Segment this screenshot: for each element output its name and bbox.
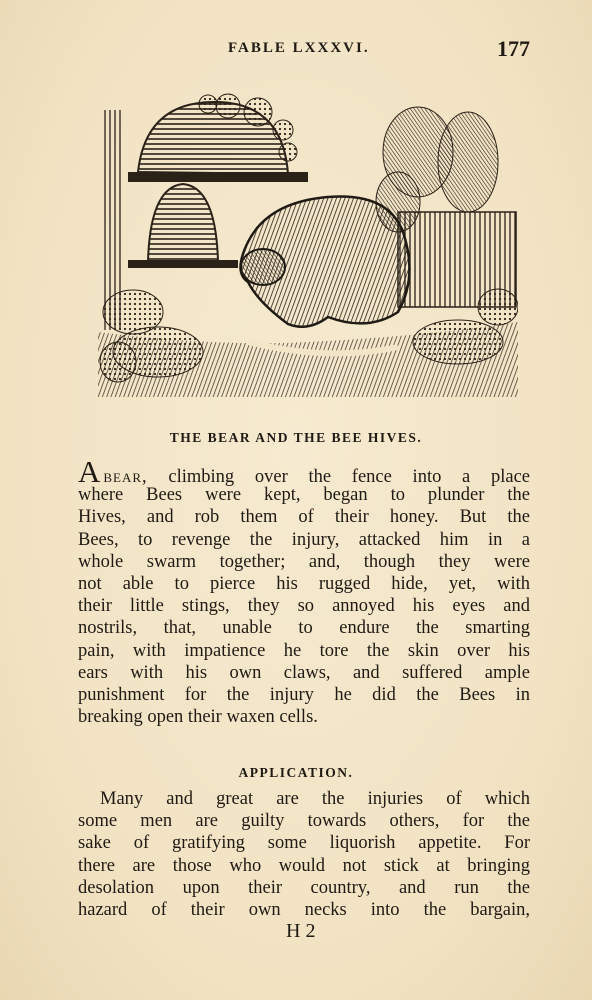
application-line: desolation upon their country, and run the bbox=[78, 877, 530, 898]
application-line: there are those who would not stick at bringing bbox=[78, 855, 530, 876]
application-line: Many and great are the injuries of which bbox=[100, 789, 530, 809]
woodcut-illustration bbox=[98, 92, 518, 397]
application-line: sake of gratifying some liquorish appetite. For bbox=[78, 833, 530, 854]
fable-line: pain, with impatience he tore the skin over his bbox=[78, 640, 530, 661]
hive-shelf bbox=[128, 172, 308, 182]
fable-line: punishment for the injury he did the Bees in bbox=[78, 684, 530, 705]
fable-line: their little stings, they so annoyed his eyes and bbox=[78, 596, 530, 617]
running-head bbox=[0, 36, 592, 68]
dropcap: A bbox=[78, 454, 101, 489]
fable-text bbox=[78, 454, 530, 728]
fable-line: where Bees were kept, began to plunder the bbox=[78, 485, 530, 506]
fable-line: breaking open their waxen cells. bbox=[78, 707, 318, 728]
first-word: bear, bbox=[103, 467, 148, 487]
fable-line: Abear, climbing over the fence into a place bbox=[78, 454, 530, 489]
application-line: hazard of their own necks into the bargain, bbox=[78, 899, 530, 920]
fable-line: Bees, to revenge the injury, attacked him in a bbox=[78, 529, 530, 550]
signature-mark: H 2 bbox=[286, 920, 316, 942]
application-line: some men are guilty towards others, for the bbox=[78, 811, 530, 832]
lower-hive bbox=[148, 184, 218, 262]
application-heading: APPLICATION. bbox=[238, 765, 354, 780]
fable-line: Hives, and rob them of their honey. But the bbox=[78, 507, 530, 528]
running-title: FABLE LXXXVI. bbox=[228, 40, 370, 56]
fable-line: not able to pierce his rugged hide, yet, with bbox=[78, 573, 530, 594]
fable-line: nostrils, that, unable to endure the smarting bbox=[78, 618, 530, 639]
fable-title: THE BEAR AND THE BEE HIVES. bbox=[169, 430, 423, 445]
page-number: 177 bbox=[497, 36, 530, 61]
bear-head bbox=[241, 249, 285, 285]
fable-line: ears with his own claws, and suffered ample bbox=[78, 662, 530, 683]
fable-line: whole swarm together; and, though they were bbox=[78, 551, 530, 572]
application-text bbox=[78, 788, 530, 921]
